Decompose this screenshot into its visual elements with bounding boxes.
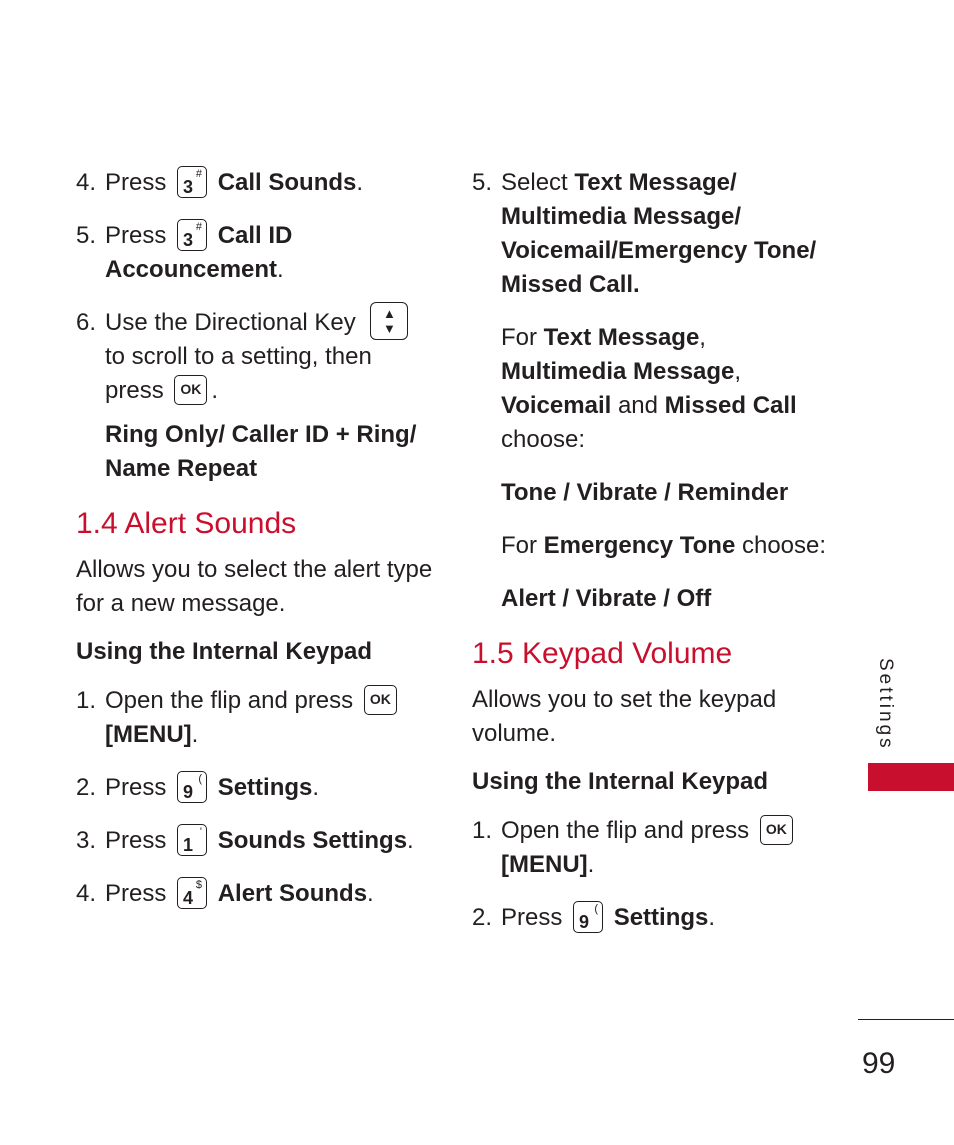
right-column	[472, 166, 842, 954]
step-2-settings: 2. Press 9 ( Settings.	[76, 772, 320, 802]
step-5-call-id: 5. Press 3 # Call ID Accouncement.	[76, 220, 293, 283]
subheading-internal-keypad: Using the Internal Keypad	[472, 768, 769, 795]
key-3-icon: 3 #	[177, 219, 207, 251]
section-description: Allows you to set the keypad volume.	[472, 686, 777, 747]
side-section-tab	[868, 763, 954, 791]
options-alert-vibrate-off: Alert / Vibrate / Off	[501, 585, 712, 612]
section-heading-keypad-volume: 1.5 Keypad Volume	[472, 637, 733, 670]
key-9-icon: 9 (	[177, 771, 207, 803]
subheading-internal-keypad: Using the Internal Keypad	[76, 638, 373, 665]
step-4-alert-sounds: 4. Press 4 $ Alert Sounds.	[76, 878, 374, 908]
step-1-open-flip: 1. Open the flip and press OK [MENU].	[76, 684, 436, 752]
step-2-settings: 2. Press 9 ( Settings.	[472, 902, 716, 932]
step-3-sounds-settings: 3. Press 1 ' Sounds Settings.	[76, 825, 414, 855]
step-1-open-flip: 1. Open the flip and press OK [MENU].	[472, 814, 842, 882]
key-3-icon: 3 #	[177, 166, 207, 198]
step-text: Press	[105, 169, 167, 196]
for-emergency-tone-paragraph: For Emergency Tone choose:	[501, 532, 827, 559]
for-text-message-paragraph: For Text Message, Multimedia Message, Voicemail and Missed Call choose:	[501, 324, 797, 453]
step-5-select-type: 5. Select Text Message/ Multimedia Message/ Voicemail/Emergency Tone/ Missed Call.	[472, 169, 817, 298]
key-1-icon: 1 '	[177, 824, 207, 856]
section-description: Allows you to select the alert type for a new message.	[76, 556, 433, 617]
ok-key-icon: OK	[760, 815, 793, 845]
menu-item-name: Call Sounds	[217, 169, 357, 196]
step-6-directional: 6. Use the Directional Key ▲ ▼ to scroll to a setting, then press OK .	[76, 306, 436, 408]
menu-item-name: Call ID	[217, 222, 293, 249]
side-section-label: Settings	[875, 658, 896, 751]
ring-options: Ring Only/ Caller ID + Ring/ Name Repeat	[105, 421, 417, 482]
ok-key-icon: OK	[174, 375, 207, 405]
page-number-rule	[858, 1019, 954, 1020]
directional-key-icon: ▲ ▼	[370, 302, 408, 340]
options-tone-vibrate-reminder: Tone / Vibrate / Reminder	[501, 479, 789, 506]
page-number: 99	[862, 1047, 896, 1080]
section-heading-alert-sounds: 1.4 Alert Sounds	[76, 507, 297, 540]
step-number: 5.	[76, 222, 97, 249]
step-text: Press	[105, 222, 167, 249]
key-4-icon: 4 $	[177, 877, 207, 909]
step-4-call-sounds: 4. Press 3 # Call Sounds.	[76, 166, 436, 200]
step-number: 6.	[76, 309, 97, 336]
step-number: 4.	[76, 169, 97, 196]
key-9-icon: 9 (	[573, 901, 603, 933]
left-column	[76, 166, 436, 930]
ok-key-icon: OK	[364, 685, 397, 715]
menu-item-name-cont: Accouncement	[105, 256, 278, 283]
